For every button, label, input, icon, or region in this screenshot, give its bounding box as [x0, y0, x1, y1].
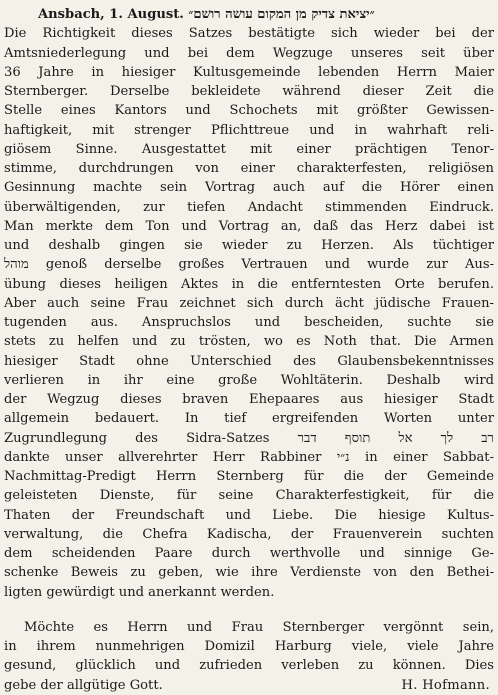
article-line: Amtsniederlegung und bei dem Wegzuge unseres seit über — [4, 45, 494, 61]
article-line: Die Richtigkeit dieses Satzes bestätigte sich wieder bei der — [4, 26, 494, 42]
article-line: überwältigenden, zur tiefen Andacht stimmenden Eindruck. — [4, 199, 494, 215]
article-line: 36 Jahre in hiesiger Kultusgemeinde lebenden Herrn Maier — [4, 64, 494, 80]
article-line: Möchte es Herrn und Frau Sternberger vergönnt sein, — [24, 619, 494, 635]
article-line: Sternberger. Derselbe bekleidete während dieser Zeit die — [4, 84, 494, 99]
closing-text: gebe der allgütige Gott. — [4, 677, 163, 693]
article-line: geleisteten Dienste, für seine Charakterfestigkeit, für die — [4, 488, 494, 504]
author-signature: H. Hofmann. — [401, 677, 490, 693]
article-line: stets zu helfen und zu trösten, wo es Noth that. Die Armen — [4, 334, 494, 350]
article-line: ligten gewürdigt und anerkannt werden. — [4, 584, 275, 600]
article-line: giösem Sinne. Ausgestattet mit einer prächtigen Tenor- — [4, 141, 494, 157]
article-line: der Wegzug dieses braven Ehepaares aus hiesiger Stadt — [4, 392, 494, 407]
article-line: und deshalb gingen sie wieder zu Herzen. Als tüchtiger — [4, 238, 494, 253]
closing-line — [4, 676, 494, 695]
article-line: schenke Beweis zu geben, wie ihre Verdienste von den Bethei- — [4, 565, 494, 581]
article-paragraph-2 — [4, 618, 494, 695]
paragraph-gap — [4, 602, 494, 618]
article-line: verwaltung, die Chefra Kadischa, der Frauenverein suchten — [4, 526, 494, 542]
article-line: Aber auch seine Frau zeichnet sich durch ächt jüdische Frauen- — [4, 295, 494, 311]
article-paragraph-1 — [4, 5, 494, 602]
article-line: hiesiger Stadt ohne Unterschied des Glaubensbekenntnisses — [4, 353, 494, 369]
article-line: stimme, durchdrungen von einer charakterfesten, religiösen — [4, 161, 494, 176]
article-line: מוהל genoß derselbe großes Vertrauen und wurde zur Aus- — [4, 257, 494, 273]
article-line: dankte unser allverehrter Herr Rabbiner נ״י in einer Sabbat- — [4, 449, 494, 465]
article-line: in ihrem nunmehrigen Domizil Harburg viele, viele Jahre — [4, 639, 494, 654]
article-line: dem scheidenden Paare durch werthvolle und sinnige Ge- — [4, 546, 494, 561]
article-line: verlieren in ihr eine große Wohltäterin. Deshalb wird — [4, 372, 494, 388]
article-line: Man merkte dem Ton und Vortrag an, daß das Herz dabei ist — [4, 218, 494, 234]
article-line: allgemein bedauert. In tief ergreifenden Worten unter — [4, 411, 494, 427]
article-line: Stelle eines Kantors und Schochets mit größter Gewissen- — [4, 103, 494, 119]
article-line: gesund, glücklich und zufrieden verleben zu können. Dies — [4, 658, 494, 674]
article-line: Nachmittag-Predigt Herrn Sternberg für die der Gemeinde — [4, 469, 494, 484]
article-line: Ansbach, 1. August. ״יציאת צדיק מן המקום עושה רושם״ — [38, 7, 375, 22]
article-line: haftigkeit, mit strenger Pflichttreue und in wahrhaft reli- — [4, 122, 494, 138]
article-line: tugenden aus. Anspruchslos und bescheiden, suchte sie — [4, 315, 494, 330]
article-line: Gesinnung machte sein Vortrag auch auf die Hörer einen — [4, 180, 494, 196]
article-line: Zugrundlegung des Sidra-Satzes רב לך אל תוסף דבר — [4, 430, 494, 446]
article-line: Thaten der Freundschaft und Liebe. Die hiesige Kultus- — [4, 507, 494, 523]
article-line: übung dieses heiligen Aktes in die entferntesten Orte berufen. — [4, 276, 494, 292]
